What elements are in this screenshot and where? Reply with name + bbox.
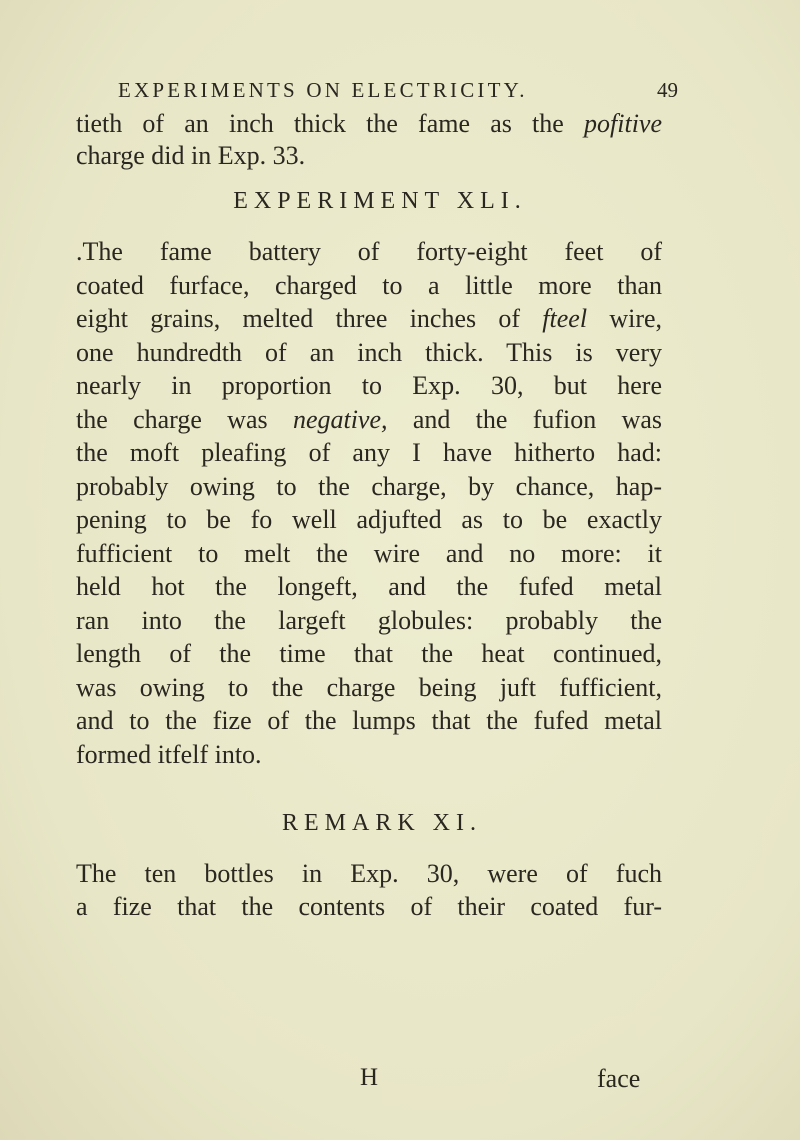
- remark-heading: REMARK XI.: [281, 810, 482, 836]
- page-number: 49: [657, 78, 678, 102]
- text-line: was owing to the charge being juft fufficient,: [76, 673, 662, 702]
- text-line: one hundredth of an inch thick. This is very: [76, 338, 662, 367]
- text-line: charge did in Exp. 33.: [76, 141, 306, 170]
- text-line: The ten bottles in Exp. 30, were of fuch: [76, 859, 662, 888]
- text-line: nearly in proportion to Exp. 30, but here: [76, 371, 662, 400]
- text-span: wire,: [609, 304, 663, 333]
- text-span: and the fufion was: [412, 405, 663, 434]
- text-line: formed itfelf into.: [76, 740, 262, 769]
- text-span: tieth of an inch thick the fame as the: [76, 109, 564, 138]
- text-line: probably owing to the charge, by chance, hap-: [76, 472, 662, 501]
- italic-word: negative,: [292, 405, 388, 434]
- italic-word: pofitive: [584, 109, 663, 138]
- italic-word: fteel: [542, 304, 588, 333]
- text-line: the moft pleafing of any I have hitherto had:: [76, 438, 662, 467]
- experiment-heading: EXPERIMENT XLI.: [233, 188, 527, 214]
- text-line: length of the time that the heat continued,: [76, 639, 662, 668]
- text-line: pening to be fo well adjufted as to be exactly: [76, 505, 662, 534]
- text-line: fufficient to melt the wire and no more: it: [76, 539, 662, 568]
- text-line: ran into the largeft globules: probably the: [76, 606, 662, 635]
- text-span: the charge was: [76, 405, 268, 434]
- signature-mark: H: [360, 1064, 379, 1091]
- text-line: .The fame battery of forty-eight feet of: [76, 237, 662, 266]
- running-header: [118, 78, 678, 103]
- text-line: [76, 303, 662, 335]
- text-line: [76, 404, 662, 436]
- catchword: face: [597, 1064, 641, 1093]
- text-line: [76, 108, 662, 140]
- running-title: EXPERIMENTS ON ELECTRICITY.: [118, 78, 528, 102]
- text-line: a fize that the contents of their coated fur-: [76, 892, 662, 921]
- text-line: and to the fize of the lumps that the fufed metal: [76, 706, 662, 735]
- text-span: eight grains, melted three inches of: [76, 304, 521, 333]
- text-line: coated furface, charged to a little more than: [76, 271, 662, 300]
- text-line: held hot the longeft, and the fufed metal: [76, 572, 662, 601]
